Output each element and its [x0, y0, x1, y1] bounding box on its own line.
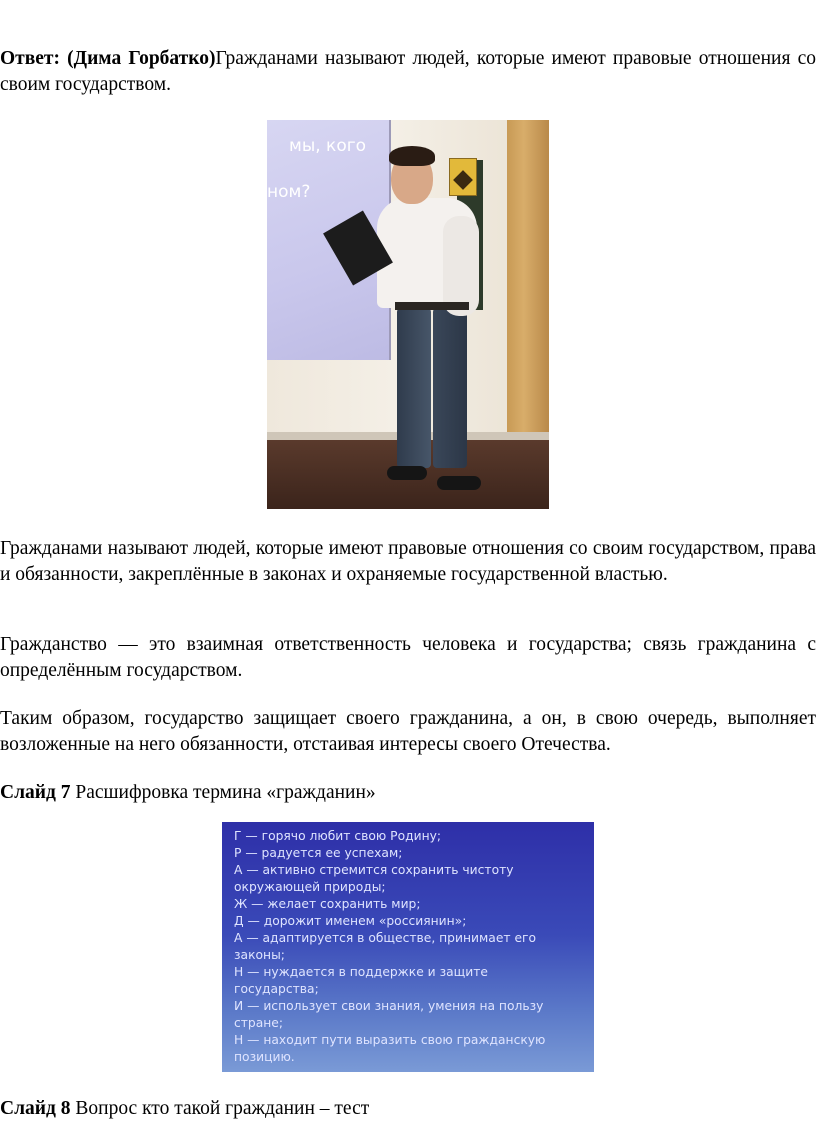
speaker-leg-right [433, 308, 467, 468]
speaker-shoe-left [387, 466, 427, 480]
speaker-photo [267, 120, 549, 509]
paragraph-citizens: Гражданами называют людей, которые имеют правовые отношения со своим государством, права и обязанности, закреплённые в законах и охраняемые государственной властью. [0, 538, 816, 585]
slide8-title: Вопрос кто такой гражданин – тест [75, 1098, 370, 1119]
slide-line: А — активно стремится сохранить чистоту [234, 863, 514, 877]
speaker-belt [395, 302, 469, 310]
paragraph-citizenship: Гражданство — это взаимная ответственность человека и государства; связь гражданина с определённым государством. [0, 634, 816, 681]
slide-line: позицию. [234, 1050, 295, 1064]
answer-label: Ответ: (Дима Горбатко) [0, 48, 216, 69]
slide-line: И — использует свои знания, умения на пользу [234, 999, 544, 1013]
slide8-heading [0, 1096, 816, 1122]
slide8-label: Слайд 8 [0, 1098, 71, 1119]
slide-line: А — адаптируется в обществе, принимает его [234, 931, 537, 945]
screen-text-2: ном? [267, 182, 311, 202]
screen-text-1: мы, кого [289, 136, 367, 156]
slide7-label: Слайд 7 [0, 782, 71, 803]
slide-line: Н — находит пути выразить свою гражданскую [234, 1033, 546, 1047]
paragraph-conclusion: Таким образом, государство защищает своего гражданина, а он, в свою очередь, выполняет возложенные на него обязанности, отстаивая интересы своего Отечества. [0, 708, 816, 755]
speaker-shoe-right [437, 476, 481, 490]
slide7-lines [234, 828, 586, 1066]
slide7-heading [0, 780, 816, 806]
slide-line: Р — радуется ее успехам; [234, 846, 403, 860]
answer-paragraph [0, 46, 816, 98]
speaker-arm [443, 216, 479, 316]
slide-line: Г — горячо любит свою Родину; [234, 829, 442, 843]
slide-line: законы; [234, 948, 285, 962]
slide-line: государства; [234, 982, 319, 996]
slide7-image [222, 822, 594, 1072]
slide-line: Н — нуждается в поддержке и защите [234, 965, 488, 979]
coat-of-arms-icon [449, 158, 477, 196]
slide-line: Ж — желает сохранить мир; [234, 897, 421, 911]
speaker-leg-left [397, 308, 431, 468]
slide-line: Д — дорожит именем «россиянин»; [234, 914, 467, 928]
slide-line: стране; [234, 1016, 284, 1030]
slide7-title: Расшифровка термина «гражданин» [75, 782, 376, 803]
answer-text: Гражданами называют людей, которые имеют правовые отношения со своим государством. [0, 48, 816, 95]
slide-line: окружающей природы; [234, 880, 386, 894]
speaker-hair [389, 146, 435, 166]
